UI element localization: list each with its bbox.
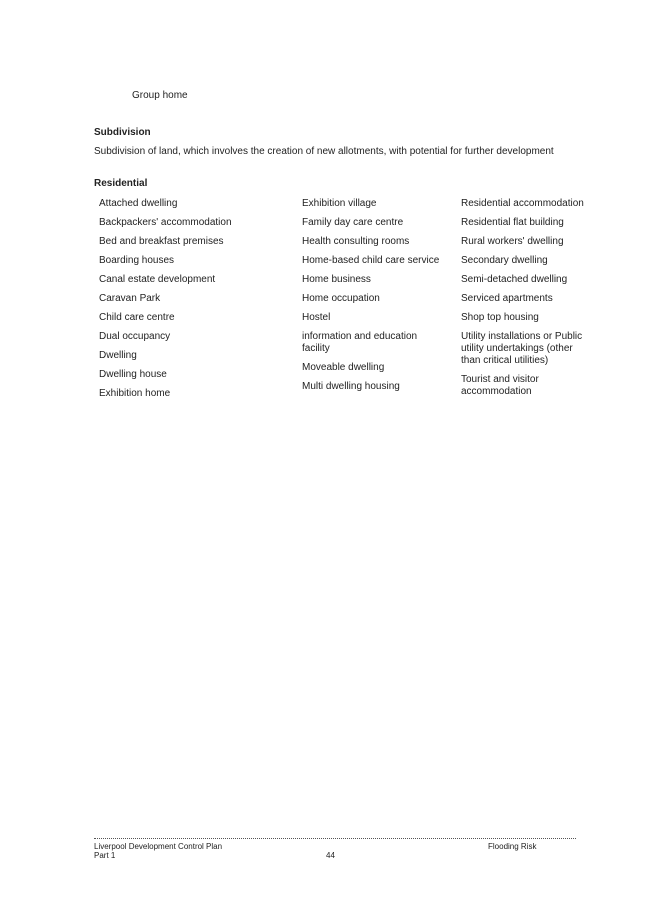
list-item: Hostel (302, 312, 331, 323)
subdivision-description: Subdivision of land, which involves the creation of new allotments, with potential for further development (94, 146, 554, 157)
list-item: Secondary dwelling (461, 255, 548, 266)
list-item: Boarding houses (99, 255, 175, 266)
list-item: Residential accommodation (461, 198, 584, 209)
subdivision-heading: Subdivision (94, 127, 151, 138)
list-item: Canal estate development (99, 274, 216, 285)
residential-heading: Residential (94, 178, 148, 189)
list-item: Shop top housing (461, 312, 539, 323)
list-item: Dwelling (99, 350, 137, 361)
footer-doc-title: Liverpool Development Control Plan (94, 842, 223, 851)
list-item: Home business (302, 274, 371, 285)
list-item: Multi dwelling housing (302, 381, 400, 392)
list-item: Utility installations or Public utility undertakings (other than critical utilities) (461, 331, 583, 366)
list-item: Dual occupancy (99, 331, 171, 342)
footer-section: Flooding Risk (488, 842, 537, 851)
list-item: Exhibition village (302, 198, 377, 209)
residential-column-3 (461, 198, 591, 405)
list-item: information and education facility (302, 331, 418, 354)
list-item: Serviced apartments (461, 293, 553, 304)
list-item: Dwelling house (99, 369, 167, 380)
residential-column-2 (302, 198, 447, 400)
list-item: Bed and breakfast premises (99, 236, 224, 247)
list-item: Family day care centre (302, 217, 404, 228)
list-item: Home-based child care service (302, 255, 440, 266)
footer-divider (94, 838, 576, 839)
group-home-item: Group home (132, 90, 188, 101)
list-item: Health consulting rooms (302, 236, 410, 247)
list-item: Home occupation (302, 293, 380, 304)
list-item: Residential flat building (461, 217, 564, 228)
residential-column-1 (99, 198, 289, 407)
list-item: Backpackers' accommodation (99, 217, 232, 228)
list-item: Moveable dwelling (302, 362, 385, 373)
list-item: Attached dwelling (99, 198, 178, 209)
list-item: Tourist and visitor accommodation (461, 374, 539, 397)
footer-part: Part 1 (94, 851, 116, 860)
list-item: Semi-detached dwelling (461, 274, 568, 285)
list-item: Rural workers' dwelling (461, 236, 564, 247)
page-number: 44 (326, 851, 335, 860)
list-item: Child care centre (99, 312, 175, 323)
list-item: Caravan Park (99, 293, 161, 304)
list-item: Exhibition home (99, 388, 171, 399)
